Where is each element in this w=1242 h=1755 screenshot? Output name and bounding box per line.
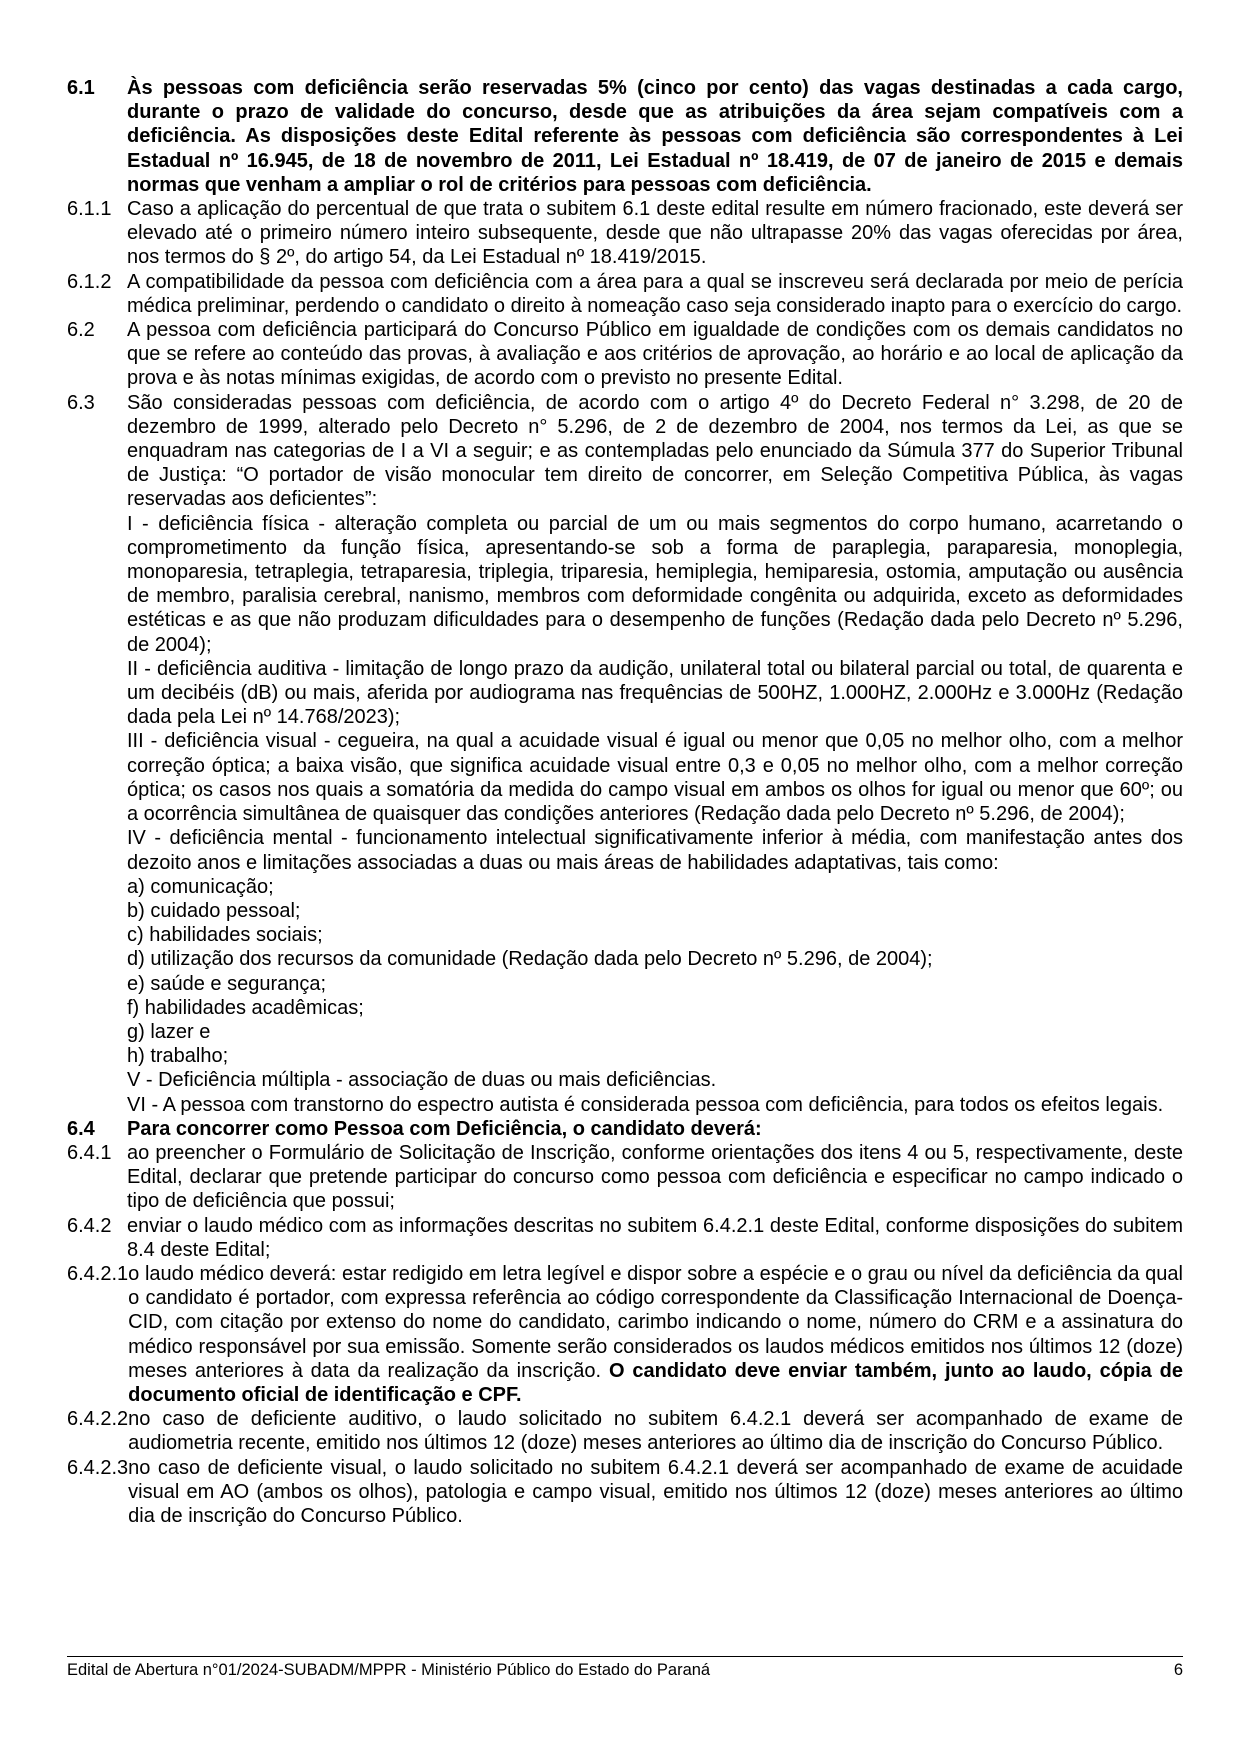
footer-row [67, 1657, 1183, 1680]
item-text: ao preencher o Formulário de Solicitação de Inscrição, conforme orientações dos itens 4 ou 5, respectivamente, deste Edital, declarar que pretende participar do concurso como pessoa com deficiência e especificar no campo indicado o tipo de deficiência que possui; [127, 1141, 1183, 1213]
item-number: 6.1.1 [67, 198, 112, 221]
document-paragraph [67, 512, 1183, 657]
item-number [67, 947, 127, 971]
item-number [67, 1068, 127, 1092]
item-number: 6.4.1 [67, 1141, 112, 1164]
item-text: Às pessoas com deficiência serão reservadas 5% (cinco por cento) das vagas destinadas a cada cargo, durante o prazo de validade do concurso, desde que as atribuições da área sejam compatíveis com a deficiência. As disposições deste Edital referente às pessoas com deficiência são correspondentes à Lei Estadual nº 16.945, de 18 de novembro de 2011, Lei Estadual nº 18.419, de 07 de janeiro de 2015 e demais normas que venham a ampliar o rol de critérios para pessoas com deficiência. [127, 77, 1183, 196]
page-footer [67, 1656, 1183, 1680]
item-text: g) lazer e [127, 1020, 211, 1043]
document-paragraph [67, 657, 1183, 730]
item-text: c) habilidades sociais; [127, 924, 323, 947]
document-paragraph [67, 1214, 1183, 1262]
item-number [67, 657, 127, 730]
document-paragraph [67, 76, 1183, 197]
document-paragraph [67, 826, 1183, 874]
item-text: a) comunicação; [127, 875, 274, 898]
item-text: A pessoa com deficiência participará do Concurso Público em igualdade de condições com os demais candidatos no que se refere ao conteúdo das provas, à avaliação e aos critérios de aprovação, ao horário e ao local de aplicação da prova e às notas mínimas exigidas, de acordo com o previsto no presente Edital. [127, 319, 1183, 390]
item-text: no caso de deficiente auditivo, o laudo solicitado no subitem 6.4.2.1 deverá ser acompanhado de exame de audiometria recente, emitido nos últimos 12 (doze) meses anteriores ao último dia de inscrição do Concurso Público. [128, 1408, 1183, 1455]
item-text: V - Deficiência múltipla - associação de duas ou mais deficiências. [127, 1069, 717, 1092]
document-paragraph [67, 996, 1183, 1020]
document-paragraph [67, 729, 1183, 826]
document-paragraph [67, 972, 1183, 996]
item-number [67, 512, 127, 657]
document-paragraph [67, 1044, 1183, 1068]
document-paragraph [67, 391, 1183, 512]
item-text: b) cuidado pessoal; [127, 899, 301, 922]
item-number: 6.4.2.3 [67, 1456, 129, 1479]
item-number [67, 875, 127, 899]
document-paragraph [67, 270, 1183, 318]
document-paragraph [67, 1068, 1183, 1092]
item-number: 6.3 [67, 391, 95, 414]
footer-page-number: 6 [1173, 1661, 1183, 1679]
document-paragraph [67, 875, 1183, 899]
document-paragraph [67, 1456, 1183, 1529]
item-text: o laudo médico deverá: estar redigido em letra legível e dispor sobre a espécie e o grau ou nível da deficiência da qual o candidato é portador, com expressa referência ao código correspondente da Classificação Internacional de Doença- CID, com citação por extenso do nome do candidato, carimbo indicando o nome, número do CRM e a assinatura do médico responsável por sua emissão. Somente serão considerados os laudos médicos emitidos nos últimos 12 (doze) meses anteriores à data da realização da inscrição. O candidato deve enviar também, junto ao laudo, cópia de documento oficial de identificação e CPF. [128, 1262, 1183, 1406]
item-number [67, 923, 127, 947]
document-paragraph [67, 899, 1183, 923]
item-number [67, 1020, 127, 1044]
item-number [67, 972, 127, 996]
item-text: f) habilidades acadêmicas; [127, 996, 364, 1019]
item-number: 6.1.2 [67, 270, 112, 293]
item-text: IV - deficiência mental - funcionamento intelectual significativamente inferior à média, com manifestação antes dos dezoito anos e limitações associadas a duas ou mais áreas de habilidades adaptativas, tais como: [127, 827, 1183, 874]
document-paragraph [67, 1117, 1183, 1141]
item-text: no caso de deficiente visual, o laudo solicitado no subitem 6.4.2.1 deverá ser acompanhado de exame de acuidade visual em AO (ambos os olhos), patologia e campo visual, emitido nos últimos 12 (doze) meses anteriores ao último dia de inscrição do Concurso Público. [128, 1456, 1183, 1527]
document-paragraph [67, 1020, 1183, 1044]
item-number [67, 899, 127, 923]
item-text: A compatibilidade da pessoa com deficiência com a área para a qual se inscreveu será declarada por meio de perícia médica preliminar, perdendo o candidato o direito à nomeação caso seja considerado inapto para o exercício do cargo. [127, 270, 1183, 317]
item-text: Para concorrer como Pessoa com Deficiência, o candidato deverá: [127, 1117, 762, 1140]
footer-document-title: Edital de Abertura n°01/2024-SUBADM/MPPR - Ministério Público do Estado do Paraná [67, 1661, 711, 1679]
item-number: 6.2 [67, 319, 95, 342]
item-text: I - deficiência física - alteração completa ou parcial de um ou mais segmentos do corpo humano, acarretando o comprometimento da função física, apresentando-se sob a forma de paraplegia, paraparesia, monoplegia, monoparesia, tetraplegia, tetraparesia, triplegia, triparesia, hemiplegia, hemiparesia, ostomia, amputação ou ausência de membro, paralisia cerebral, nanismo, membros com deformidade congênita ou adquirida, exceto as deformidades estéticas e as que não produzam dificuldades para o desempenho de funções (Redação dada pelo Decreto nº 5.296, de 2004); [127, 512, 1183, 656]
item-number: 6.4.2 [67, 1214, 112, 1237]
item-number [67, 1044, 127, 1068]
item-text: Caso a aplicação do percentual de que trata o subitem 6.1 deste edital resulte em número fracionado, este deverá ser elevado até o primeiro número inteiro subsequente, desde que não ultrapasse 20% das vagas oferecidas por área, nos termos do § 2º, do artigo 54, da Lei Estadual nº 18.419/2015. [127, 198, 1183, 269]
document-paragraph [67, 197, 1183, 270]
item-text: enviar o laudo médico com as informações descritas no subitem 6.4.2.1 deste Edital, conforme disposições do subitem 8.4 deste Edital; [127, 1214, 1183, 1261]
item-number: 6.1 [67, 77, 95, 99]
item-text: São consideradas pessoas com deficiência, de acordo com o artigo 4º do Decreto Federal n° 3.298, de 20 de dezembro de 1999, alterado pelo Decreto n° 5.296, de 2 de dezembro de 2004, nos termos da Lei, as que se enquadram nas categorias de I a VI a seguir; e as contempladas pelo enunciado da Súmula 377 do Superior Tribunal de Justiça: “O portador de visão monocular tem direito de concorrer, em Seleção Competitiva Pública, às vagas reservadas aos deficientes”: [127, 391, 1183, 511]
item-number [67, 1093, 127, 1117]
document-paragraph [67, 947, 1183, 971]
item-text: h) trabalho; [127, 1045, 229, 1068]
document-paragraph [67, 1141, 1183, 1214]
item-number [67, 729, 127, 826]
item-number [67, 826, 127, 874]
document-body [67, 76, 1183, 1528]
document-paragraph [67, 1093, 1183, 1117]
document-paragraph [67, 923, 1183, 947]
document-paragraph [67, 318, 1183, 391]
item-number: 6.4.2.2 [67, 1408, 129, 1431]
item-text: VI - A pessoa com transtorno do espectro autista é considerada pessoa com deficiência, para todos os efeitos legais. [127, 1093, 1164, 1116]
item-number: 6.4.2.1 [67, 1262, 129, 1285]
document-paragraph [67, 1262, 1183, 1407]
item-text: II - deficiência auditiva - limitação de longo prazo da audição, unilateral total ou bilateral parcial ou total, de quarenta e um decibéis (dB) ou mais, aferida por audiograma nas frequências de 500HZ, 1.000HZ, 2.000Hz e 3.000Hz (Redação dada pela Lei nº 14.768/2023); [127, 657, 1183, 729]
item-number [67, 996, 127, 1020]
item-text: III - deficiência visual - cegueira, na qual a acuidade visual é igual ou menor que 0,05 no melhor olho, com a melhor correção óptica; a baixa visão, que significa acuidade visual entre 0,3 e 0,05 no melhor olho, com a melhor correção óptica; os casos nos quais a somatória da medida do campo visual em ambos os olhos for igual ou menor que 60º; ou a ocorrência simultânea de quaisquer das condições anteriores (Redação dada pelo Decreto nº 5.296, de 2004); [127, 730, 1183, 826]
item-number: 6.4 [67, 1117, 95, 1140]
document-paragraph [67, 1407, 1183, 1455]
item-text: e) saúde e segurança; [127, 972, 327, 995]
item-text: d) utilização dos recursos da comunidade (Redação dada pelo Decreto nº 5.296, de 2004); [127, 948, 933, 971]
